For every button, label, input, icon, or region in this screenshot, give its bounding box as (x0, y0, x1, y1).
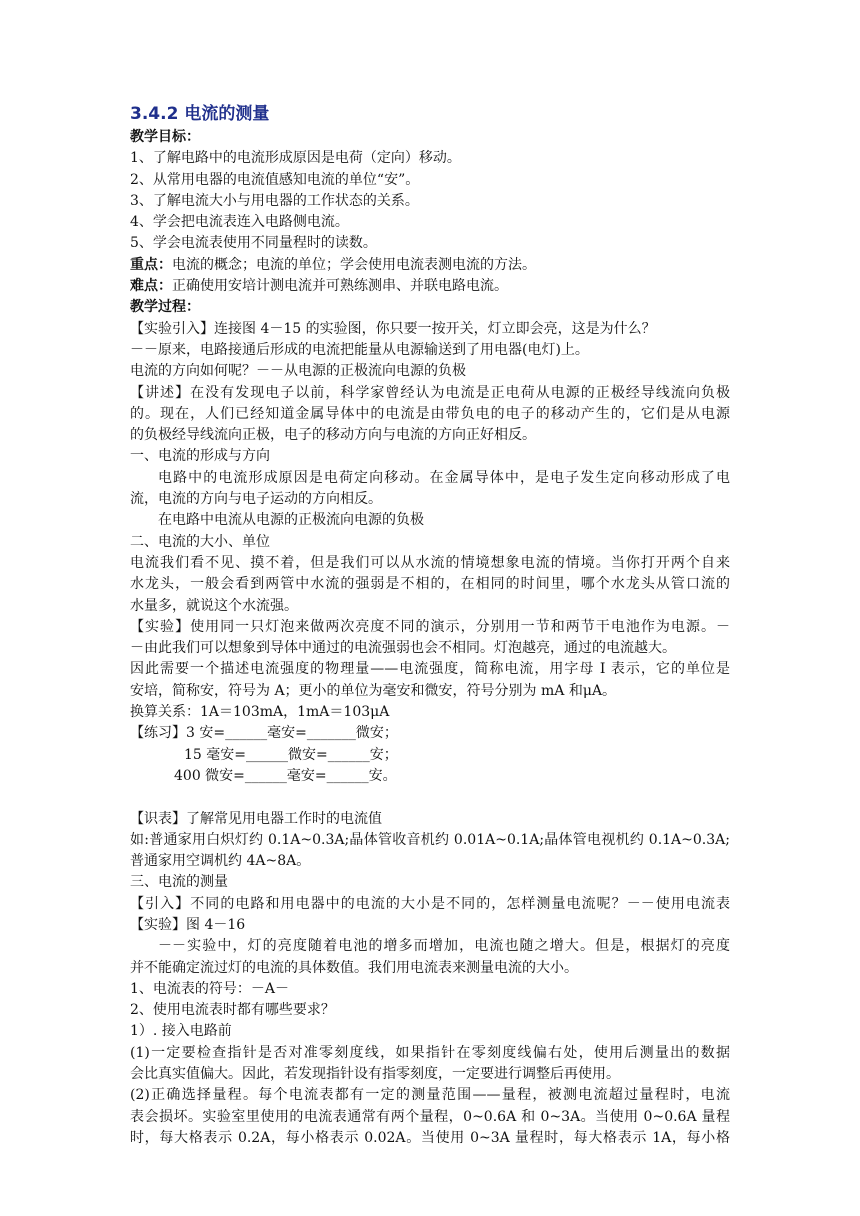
text-line: 【引入】不同的电路和用电器中的电流的大小是不同的，怎样测量电流呢？－－使用电流表 (130, 895, 730, 912)
text-line: (1)一定要检查指针是否对准零刻度线，如果指针在零刻度线偏右处，使用后测量出的数据 (130, 1044, 730, 1061)
goal-item: 4、学会把电流表连入电路侧电流。 (130, 214, 349, 231)
text-line: 并不能确定流过灯的电流的具体数值。我们用电流表来测量电流的大小。 (130, 959, 578, 976)
text-line: 【识表】了解常见用电器工作时的电流值 (130, 810, 382, 827)
text-line: 会比真实值偏大。因此，若发现指针设有指零刻度，一定要进行调整后再使用。 (130, 1066, 620, 1083)
text-line: 因此需要一个描述电流强度的物理量——电流强度，简称电流，用字母 I 表示，它的单位是 (130, 661, 730, 678)
text-line: 【讲述】在没有发现电子以前，科学家曾经认为电流是正电荷从电源的正极经导线流向负极 (130, 384, 730, 401)
section-heading: 一、电流的形成与方向 (130, 448, 270, 465)
text-line: 安培，简称安，符号为 A；更小的单位为毫安和微安，符号分别为 mA 和μA。 (130, 682, 617, 699)
goal-item: 3、了解电流大小与用电器的工作状态的关系。 (130, 192, 419, 209)
goal-item: 2、从常用电器的电流值感知电流的单位“安”。 (130, 171, 420, 188)
section-heading: 二、电流的大小、单位 (130, 533, 270, 550)
process-heading: 教学过程： (130, 299, 200, 316)
text-line: 2、使用电流表时都有哪些要求？ (130, 1002, 335, 1019)
text-line: 【实验引入】连接图 4－15 的实验图，你只要一按开关，灯立即会亮，这是为什么？ (130, 320, 656, 337)
exercise-line: 400 微安=______毫安=______安。 (174, 767, 397, 784)
text-line: 1、电流表的符号：－A－ (130, 980, 290, 997)
text-line: 的负极经导线流向正极，电子的移动方向与电流的方向正好相反。 (130, 427, 536, 444)
text-line: 的。现在，人们已经知道金属导体中的电流是由带负电的电子的移动产生的，它们是从电源 (130, 405, 730, 422)
key-point-line (130, 255, 730, 276)
text-line: 电流的方向如何呢？－－从电源的正极流向电源的负极 (130, 363, 466, 380)
goal-item: 5、学会电流表使用不同量程时的读数。 (130, 235, 377, 252)
text-line: 【实验】使用同一只灯泡来做两次亮度不同的演示，分别用一节和两节干电池作为电源。－ (130, 618, 730, 635)
text-line: 电路中的电流形成原因是电荷定向移动。在金属导体中，是电子发生定向移动形成了电 (158, 469, 730, 486)
blank-line (130, 787, 730, 808)
text-line: 如:普通家用白炽灯约 0.1A~0.3A;晶体管收音机约 0.01A~0.1A;晶体管电视机约 0.1A~0.3A; (130, 831, 730, 848)
text-line: 水龙头，一般会看到两管中水流的强弱是不相的，在相同的时间里，哪个水龙头从管口流的 (130, 576, 730, 593)
text-line: 换算关系：1A＝103mA，1mA＝103μA (130, 704, 390, 721)
text-line: －－实验中，灯的亮度随着电池的增多而增加，电流也随之增大。但是，根据灯的亮度 (158, 938, 730, 955)
difficulty-label: 难点： (130, 278, 172, 295)
page-title: 3.4.2 电流的测量 (130, 104, 270, 124)
difficulty-text: 正确使用安培计测电流并可熟练测串、并联电路电流。 (172, 278, 508, 295)
text-line: 电流我们看不见、摸不着，但是我们可以从水流的情境想象电流的情境。当你打开两个自来 (130, 554, 730, 571)
text-line: 1）. 接入电路前 (130, 1023, 232, 1040)
text-line: 普通家用空调机约 4A~8A。 (130, 853, 311, 870)
text-line: 时，每大格表示 0.2A，每小格表示 0.02A。当使用 0~3A 量程时，每大格表示 1A，每小格 (130, 1129, 730, 1146)
goal-item: 1、了解电路中的电流形成原因是电荷（定向）移动。 (130, 150, 461, 167)
goals-heading: 教学目标： (130, 129, 200, 145)
key-point-label: 重点： (130, 256, 172, 273)
section-heading: 三、电流的测量 (130, 874, 228, 891)
text-line: －由此我们可以想象到导体中通过的电流强弱也会不相同。灯泡越亮，通过的电流越大。 (130, 640, 676, 657)
key-point-text: 电流的概念；电流的单位；学会使用电流表测电流的方法。 (172, 256, 536, 273)
text-line: 水量多，就说这个水流强。 (130, 597, 298, 614)
text-line: 流，电流的方向与电子运动的方向相反。 (130, 491, 382, 508)
text-line: (2)正确选择量程。每个电流表都有一定的测量范围——量程，被测电流超过量程时，电流 (130, 1087, 730, 1104)
text-line: 在电路中电流从电源的正极流向电源的负极 (158, 512, 424, 529)
text-line: －－原来，电路接通后形成的电流把能量从电源输送到了用电器(电灯)上。 (130, 341, 589, 358)
exercise-line: 15 毫安=______微安=______安； (184, 746, 398, 763)
exercise-line: 【练习】3 安=______毫安=_______微安； (130, 725, 398, 742)
text-line: 【实验】图 4－16 (130, 916, 246, 933)
difficulty-line (130, 276, 730, 297)
document-body (130, 103, 730, 1149)
text-line: 表会损坏。实验室里使用的电流表通常有两个量程，0~0.6A 和 0~3A。当使用 0~0.6A 量程 (130, 1108, 730, 1125)
